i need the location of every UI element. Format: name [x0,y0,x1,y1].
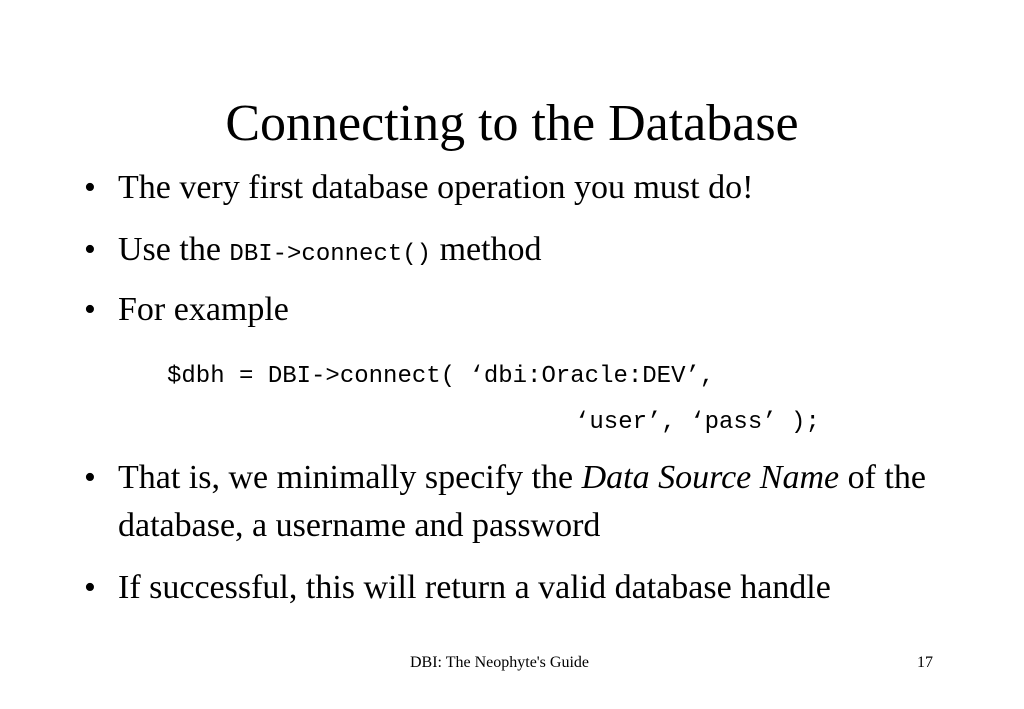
bullet-text: For example [118,291,289,328]
bullet-item-2 [84,226,984,274]
slide-title: Connecting to the Database [225,95,799,152]
bullet-item-3 [84,286,984,334]
emphasis-data-source-name: Data Source Name [581,459,840,496]
bullet-text: The very first database operation you must do! [118,169,754,206]
bullet-text-prefix: That is, we minimally specify the [118,459,582,496]
bullet-dot: • [84,569,96,606]
bullet-dot: • [84,459,96,496]
bullet-text-prefix: Use the [118,231,230,268]
bullet-text [118,454,948,550]
bullet-text-suffix: method [431,231,542,268]
bullet-dot: • [84,231,96,268]
bullet-item-4 [84,454,984,550]
code-line-1: $dbh = DBI->connect( ‘dbi:Oracle:DEV’, [167,363,715,390]
slide-number: 17 [917,654,933,671]
bullet-dot: • [84,291,96,328]
bullet-text-suffix: of the database, a username and password [118,459,926,544]
bullet-item-1 [84,164,984,212]
bullet-text: If successful, this will return a valid database handle [118,569,831,606]
code-line-2: ‘user’, ‘pass’ ); [575,409,820,436]
inline-code-dbi-connect: DBI->connect() [229,241,432,268]
footer-title: DBI: The Neophyte's Guide [410,654,589,671]
bullet-item-5 [84,564,984,660]
bullet-text [118,226,542,279]
bullet-dot: • [84,169,96,206]
